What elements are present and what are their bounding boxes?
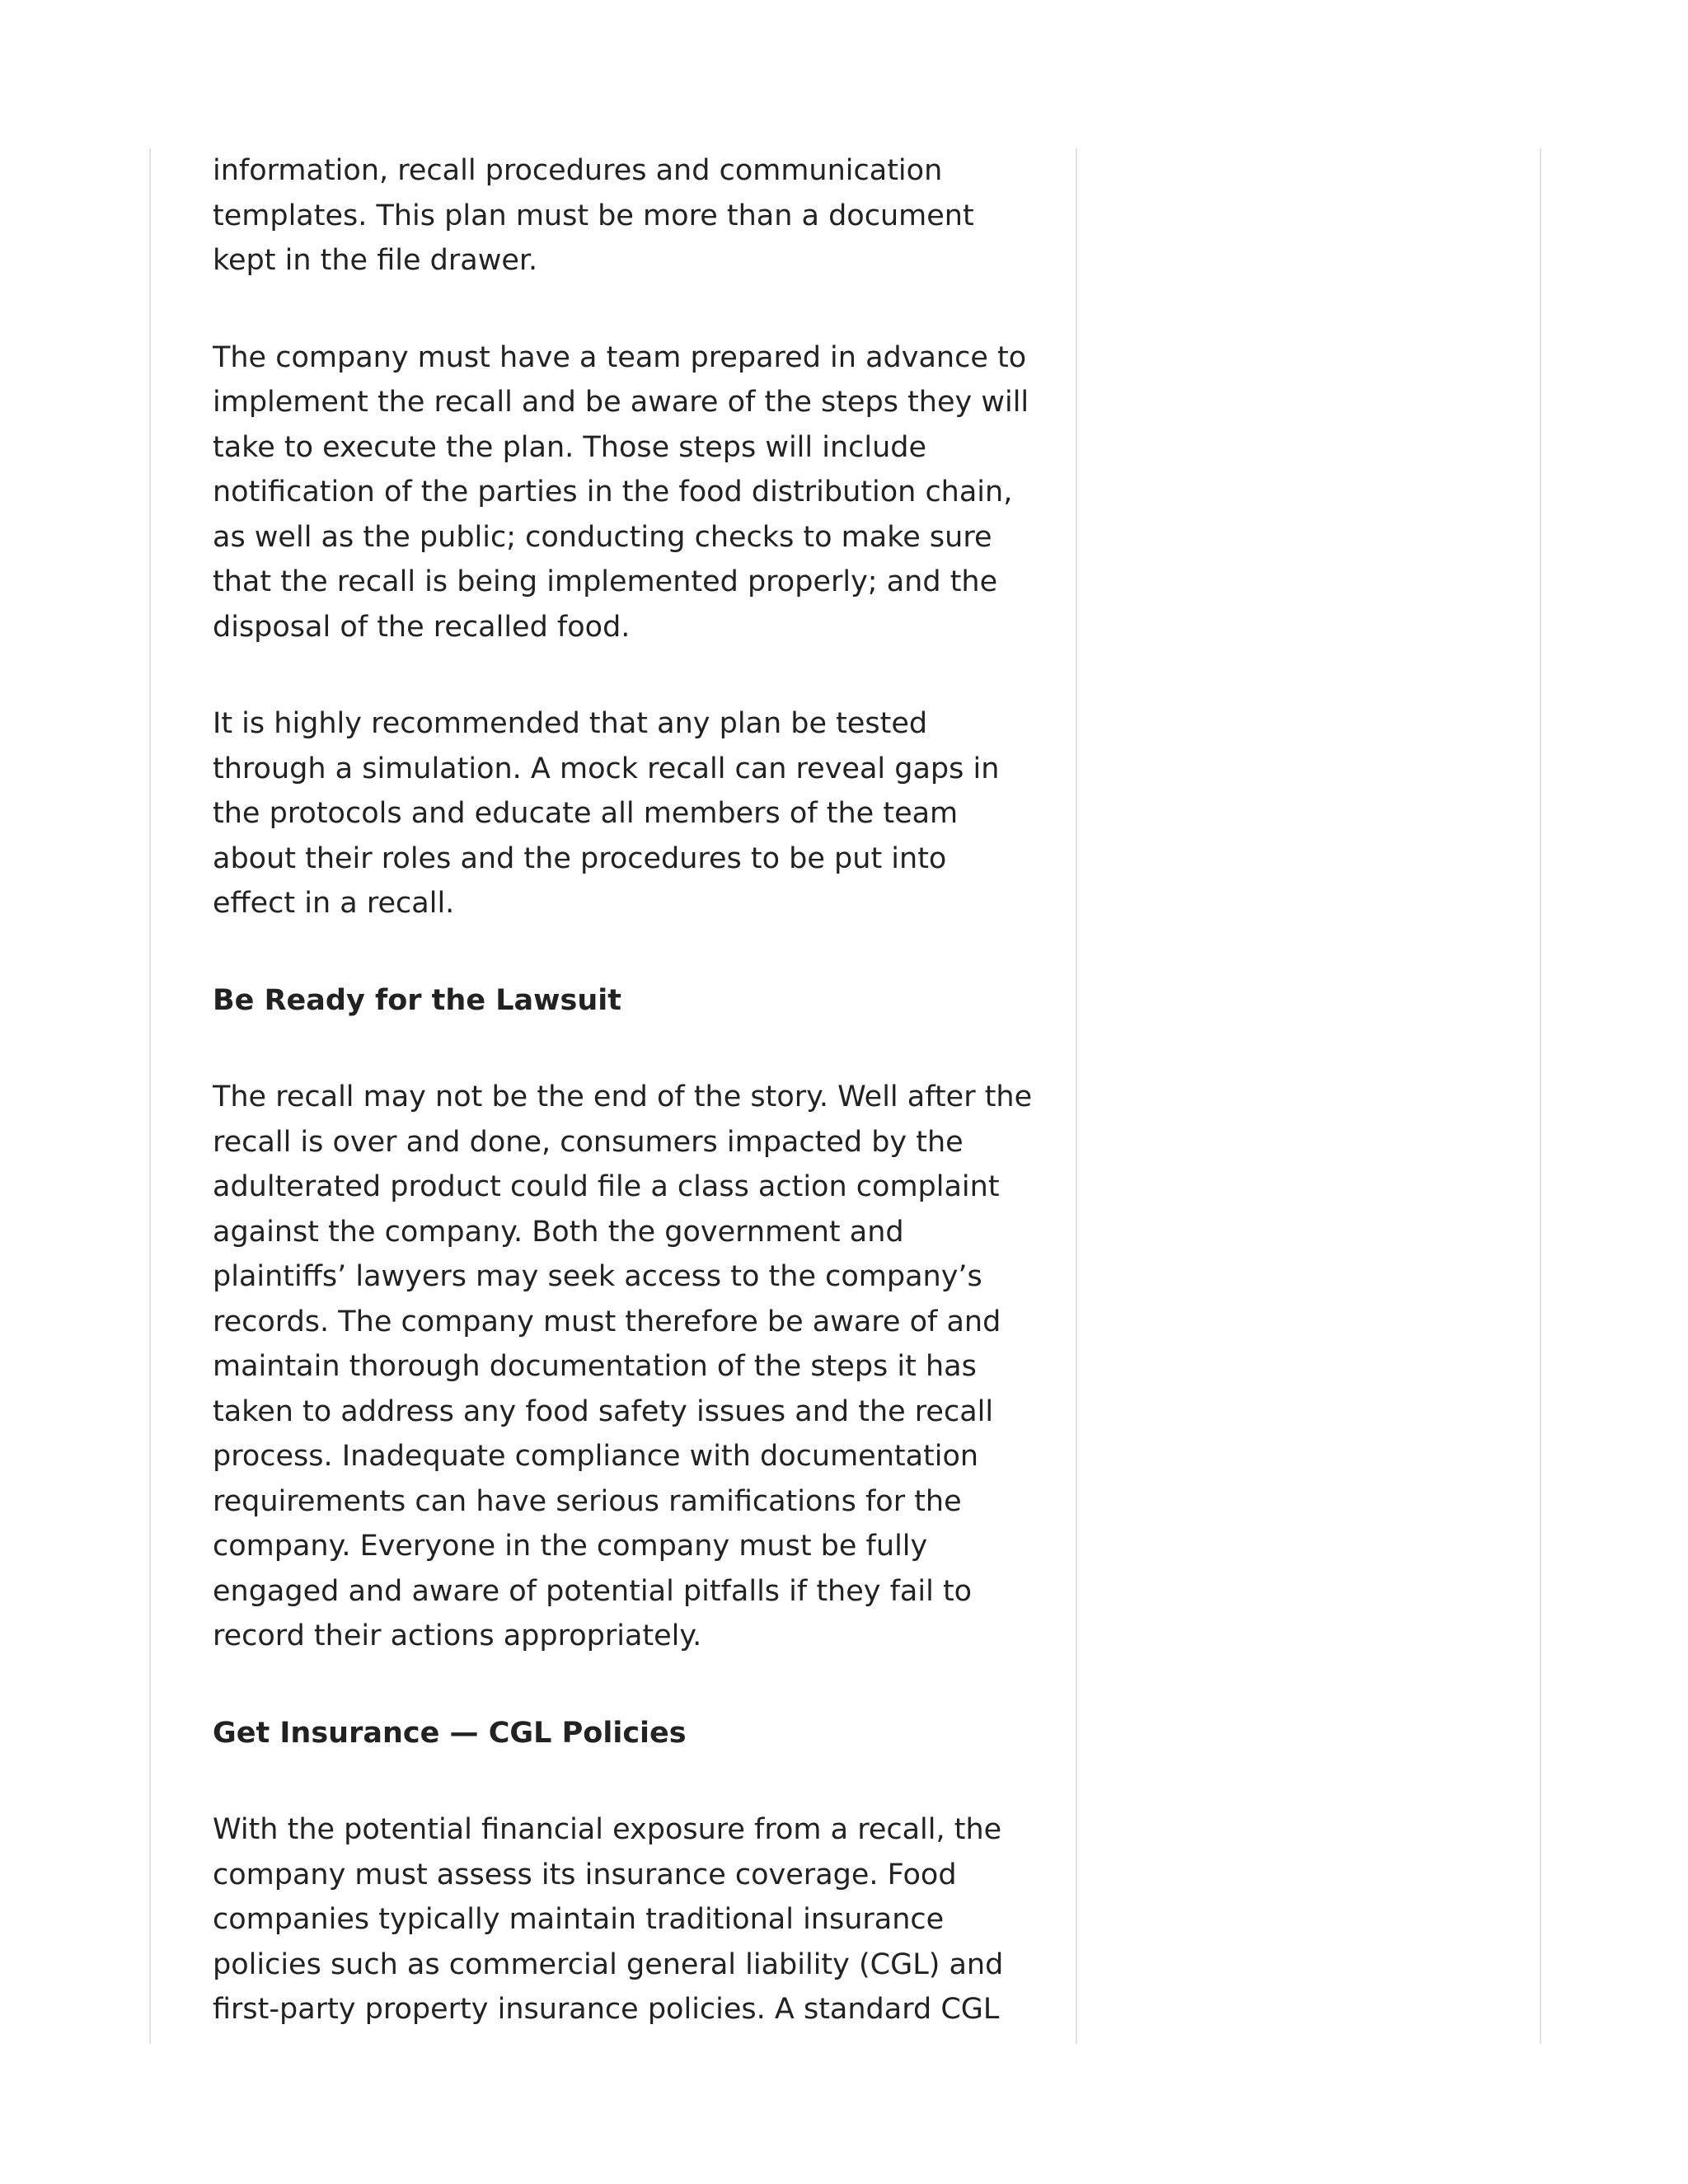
sidebar — [1077, 148, 1540, 2044]
paragraph-insurance: With the potential financial exposure from a recall, the company must assess its insurance coverage. Food companies typically maintain traditional insurance policies such as commercial general liability (CGL) and first-party property insurance policies. A standard CGL — [213, 1813, 1004, 2026]
paragraph-recall-plan: information, recall procedures and communication templates. This plan must be more than a document kept in the file drawer. — [213, 154, 974, 277]
article-body — [213, 148, 1037, 2044]
right-column-divider — [1540, 148, 1541, 2044]
paragraph-recall-team: The company must have a team prepared in advance to implement the recall and be aware of the steps they will take to execute the plan. Those steps will include notification of the parties in the food distribution chain, as well as the public; conducting checks to make sure that the recall is being implemented properly; and the disposal of the recalled food. — [213, 340, 1029, 644]
paragraph-mock-recall: It is highly recommended that any plan be tested through a simulation. A mock recall can reveal gaps in the protocols and educate all members of the team about their roles and the procedures to be put into effect in a recall. — [213, 707, 1000, 920]
left-column-divider — [149, 148, 151, 2044]
heading-lawsuit: Be Ready for the Lawsuit — [213, 983, 621, 1017]
heading-insurance: Get Insurance — CGL Policies — [213, 1716, 687, 1750]
paragraph-lawsuit: The recall may not be the end of the story. Well after the recall is over and done, consumers impacted by the adulterated product could file a class action complaint against the company. Both the government and plaintiffs’ lawyers may seek access to the company’s records. The company must therefore be aware of and maintain thorough documentation of the steps it has taken to address any food safety issues and the recall process. Inadequate compliance with documentation requirements can have serious ramifications for the company. Everyone in the company must be fully engaged and aware of potential pitfalls if they fail to record their actions appropriately. — [213, 1080, 1033, 1652]
